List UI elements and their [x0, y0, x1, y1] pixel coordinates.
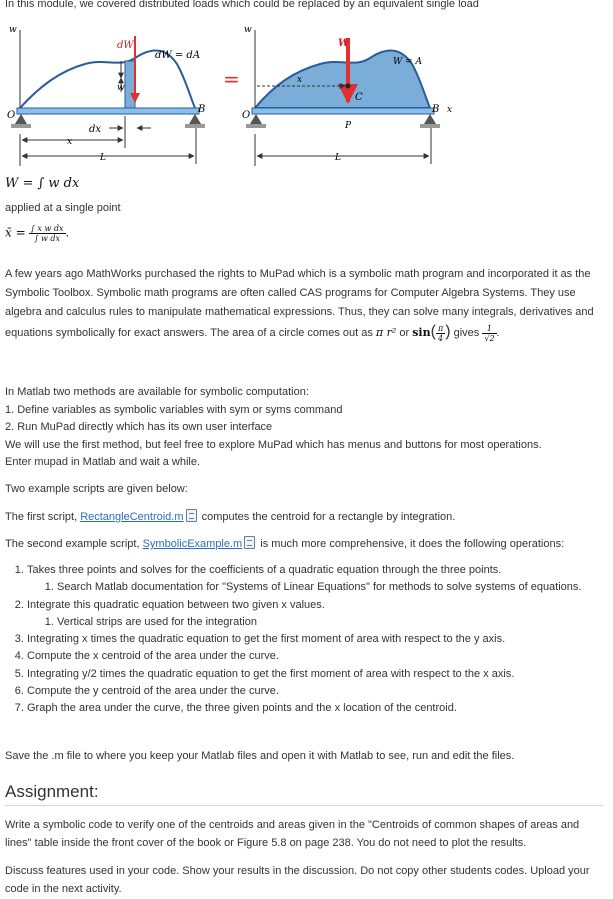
assignment-heading: Assignment: — [5, 782, 99, 801]
step-subitem: 1. Search Matlab documentation for "Systems of Linear Equations" for methods to solve systems of equations. — [57, 579, 603, 596]
left-beam — [17, 108, 199, 114]
distributed-load-figure — [5, 16, 605, 181]
right-w-label: w — [244, 25, 252, 35]
left-w-mid-label: w — [117, 83, 125, 93]
para-cas: A few years ago MathWorks purchased the rights to MuPad which is a symbolic math program and incorporated it as the Symbolic Toolbox. Symbolic math programs are often called CAS programs for Computer Algebra Systems. They use algebra and calculus rules to manipulate mathematical expressions. Thus, they can solve many integrals, derivatives and equations symbolically for exact answers. The area of a circle comes out as π r² or sin( $\frac{\pi}{4}$ ) gives $\frac{1}{√2}$ . — [5, 268, 594, 343]
assignment-para-1: Write a symbolic code to verify one of the centroids and areas given in the "Centroids of common shapes of areas and lines" table inside the front cover of the book or Figure 5.8 on page 238. You do not need to plot the results. — [5, 819, 580, 849]
right-beam — [252, 108, 434, 114]
step-item: 6. Compute the y centroid of the area under the curve. — [27, 683, 603, 700]
mupad-note: Enter mupad in Matlab and wait a while. — [5, 456, 201, 468]
formula-xbar — [5, 224, 603, 243]
left-w-label: w — [9, 25, 17, 35]
formula-xbar-num: ∫ x w dx — [30, 224, 64, 233]
sin-arg-den: 4 — [438, 333, 444, 343]
circle-area-math: π r² — [375, 326, 397, 339]
matlab-intro: In Matlab two methods are available for symbolic computation: — [5, 386, 309, 398]
right-x-axis-label: x — [447, 105, 453, 115]
right-xbar-label: x — [297, 75, 303, 85]
method-2: 2. Run MuPad directly which has its own user interface — [5, 421, 273, 433]
step-subitem: 1. Vertical strips are used for the integration — [57, 614, 603, 631]
left-O-label: O — [7, 110, 16, 121]
formula-xbar-den: ∫ w dx — [34, 234, 60, 243]
assignment-para-2: Discuss features used in your code. Show your results in the discussion. Do not copy other students codes. Upload your code in the next activity. — [5, 865, 590, 895]
right-W-label: W — [338, 38, 350, 49]
formula-xbar-end: . — [65, 226, 69, 240]
left-x-label: x — [67, 137, 73, 147]
right-W-eq-label: W = A — [393, 57, 423, 67]
left-L-label: L — [100, 153, 106, 163]
save-note: Save the .m file to where you keep your Matlab files and open it with Matlab to see, run and edit the files. — [5, 750, 515, 762]
first-script-suffix: computes the centroid for a rectangle by integration. — [201, 511, 456, 523]
methods-block — [5, 384, 603, 472]
formula-xbar-lhs: x̄ = — [5, 225, 26, 240]
step-item: 7. Graph the area under the curve, the three given points and the x location of the centroid. — [27, 700, 603, 717]
assignment-divider — [5, 805, 603, 806]
result-end: . — [496, 327, 500, 339]
step-item: 5. Integrating y/2 times the quadratic equation to get the first moment of area with respect to the x axis. — [27, 666, 603, 683]
left-B-label: B — [198, 104, 206, 115]
para-cas-text: A few years ago MathWorks purchased the rights to MuPad which is a symbolic math program and incorporated it as the Symbolic Toolbox. Symbolic math programs are often called CAS programs for Computer Algebra Systems. They use algebra and calculus rules to manipulate mathematical expressions. Thus, they can solve many integrals, derivatives and equations symbolically for exact answers. The area of a circle comes out as — [5, 268, 594, 339]
sin-fn: sin — [412, 326, 431, 339]
rectangle-centroid-link[interactable]: RectangleCentroid.m — [80, 511, 184, 523]
intro-text: In this module, we covered distributed loads which could be replaced by an equivalent single load — [5, 0, 479, 10]
steps-list — [5, 562, 603, 718]
applied-text: applied at a single point — [5, 202, 121, 214]
first-script-prefix: The first script, — [5, 511, 78, 523]
right-O-label: O — [242, 110, 251, 121]
step-item: 1. Takes three points and solves for the coefficients of a quadratic equation through the three points. 1. Search Matlab documentation for "Systems of Linear Equations" for methods to solve systems of equations. — [27, 562, 603, 597]
or-word: or — [399, 327, 410, 339]
result-den: √2 — [484, 333, 495, 343]
left-dW-eq-label: dW = dA — [155, 50, 201, 61]
right-C-label: C — [355, 92, 363, 103]
file-icon[interactable] — [186, 509, 197, 522]
symbolic-example-link[interactable]: SymbolicExample.m — [142, 538, 243, 550]
second-script-suffix: is much more comprehensive, it does the following operations: — [260, 538, 565, 550]
gives-word: gives — [453, 327, 480, 339]
left-strip — [125, 61, 135, 108]
left-dx-label: dx — [89, 124, 102, 135]
left-dW-label: dW — [117, 40, 134, 51]
second-script-line — [5, 536, 603, 552]
sin-arg-num: π — [437, 323, 444, 333]
two-examples: Two example scripts are given below: — [5, 483, 188, 495]
left-diagram — [7, 25, 205, 166]
result-num: 1 — [482, 324, 496, 334]
equals-sign: = — [223, 67, 240, 91]
second-script-prefix: The second example script, — [5, 538, 140, 550]
file-icon[interactable] — [244, 536, 255, 549]
first-script-line — [5, 509, 603, 525]
first-method-note: We will use the first method, but feel free to explore MuPad which has menus and buttons for most operations. — [5, 438, 542, 451]
right-diagram — [242, 25, 452, 166]
step-item: 2. Integrate this quadratic equation between two given x values. 1. Vertical strips are used for the integration — [27, 597, 603, 632]
step-item: 4. Compute the x centroid of the area under the curve. — [27, 648, 603, 665]
right-P-label: P — [345, 121, 352, 131]
formula-W: W = ∫ w dx — [5, 176, 80, 191]
method-1: 1. Define variables as symbolic variables with sym or syms command — [5, 403, 343, 416]
right-B-label: B — [432, 104, 440, 115]
right-L-label: L — [335, 153, 341, 163]
step-item: 3. Integrating x times the quadratic equation to get the first moment of area with respect to the y axis. — [27, 631, 603, 648]
